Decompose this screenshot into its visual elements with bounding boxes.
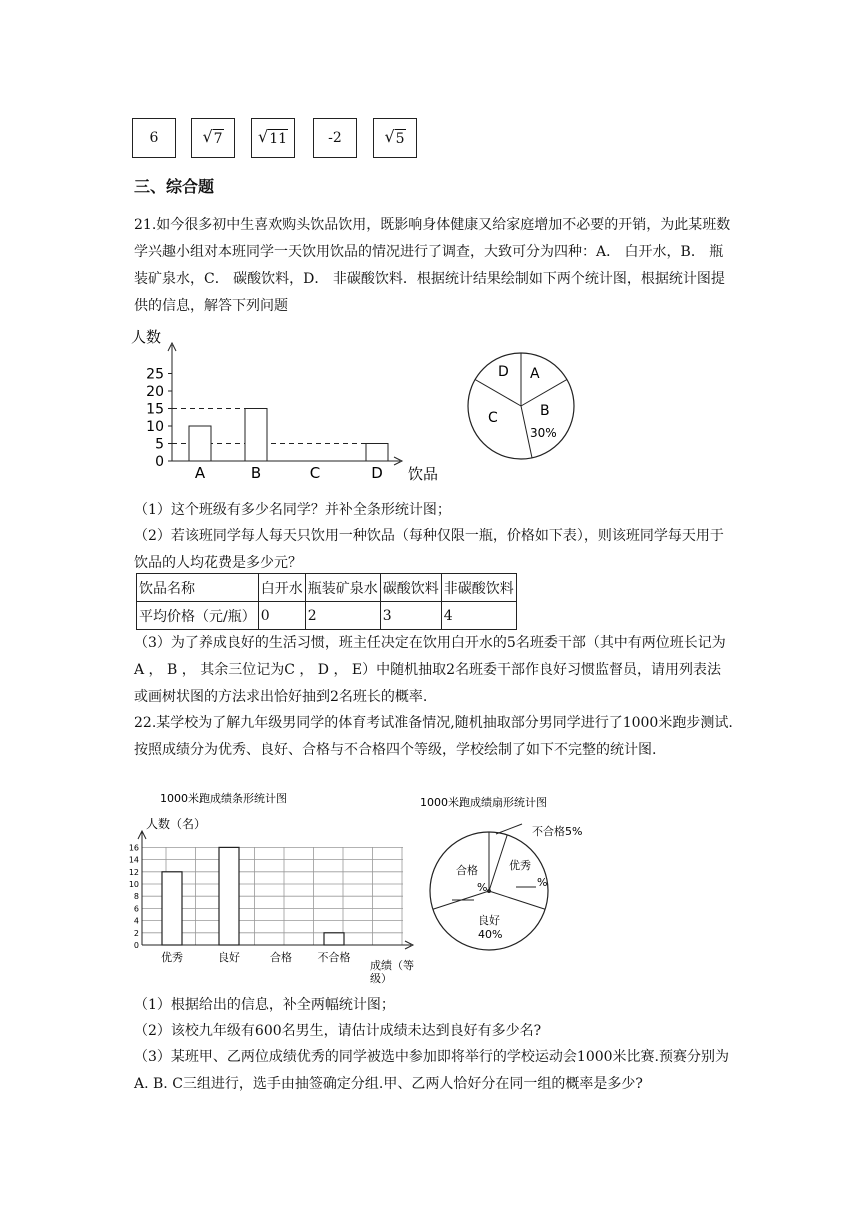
y-tick-label: 15	[146, 401, 164, 418]
table-cell: 碳酸饮料	[380, 574, 441, 602]
q22-sub3: （3）某班甲、乙两位成绩优秀的同学被选中参加即将举行的学校运动会1000米比赛.预赛分别为A. B. C三组进行，选手由抽签确定分组.甲、乙两人恰好分在同一组的概率是多少?	[134, 1049, 729, 1092]
pie-label-excellent: 优秀	[509, 859, 531, 872]
pie-label-good: 良好	[478, 914, 500, 927]
pie-label-D: D	[498, 364, 509, 380]
q21-intro: 21.如今很多初中生喜欢购头饮品饮用，既影响身体健康又给家庭增加不必要的开销，为此某班数学兴趣小组对本班同学一天饮用饮品的情况进行了调查，大致可分为四种：A． 白开水，B． 瓶装矿泉水，C． 碳酸饮料，D． 非碳酸饮料．根据统计结果绘制如下两个统计图，根据统计图提供的信息，解答下列问题	[134, 217, 731, 314]
number-card-6	[132, 118, 176, 158]
drink-bar-chart	[128, 325, 448, 485]
price-table	[136, 573, 517, 630]
y-tick-label: 5	[155, 436, 164, 453]
table-cell: 非碳酸饮料	[441, 574, 516, 602]
bar-不合格	[324, 933, 344, 945]
bar-B	[245, 409, 267, 462]
number-card-neg2	[313, 118, 357, 158]
y-tick-label: 0	[133, 941, 139, 950]
card-value: -2	[328, 130, 342, 146]
drink-pie-chart	[462, 345, 582, 470]
q22-sub2: （2）该校九年级有600名男生，请估计成绩未达到良好有多少名?	[134, 1023, 542, 1039]
pie-label-pass-pct: %	[477, 881, 488, 894]
x-tick-label: 不合格	[317, 951, 351, 964]
table-cell: 白开水	[258, 574, 305, 602]
y-tick-label: 12	[128, 867, 139, 877]
y-axis-label: 人数（名）	[146, 817, 207, 831]
pie-center-dot	[487, 889, 491, 893]
chart-title: 1000米跑成绩扇形统计图	[420, 796, 547, 809]
y-axis-label: 人数	[131, 328, 162, 346]
y-tick-label: 25	[146, 366, 164, 383]
table-row	[137, 574, 517, 602]
table-cell: 3	[380, 602, 441, 630]
q21-sub1: （1）这个班级有多少名同学？并补全条形统计图；	[134, 502, 451, 518]
table-cell: 瓶装矿泉水	[305, 574, 380, 602]
y-tick-label: 6	[133, 904, 139, 914]
pie-label-B: B	[540, 403, 550, 419]
pie-label-excellent-pct: %	[537, 876, 548, 889]
table-cell: 2	[305, 602, 380, 630]
pie-label-B-percent: 30%	[530, 426, 557, 440]
bar-D	[366, 444, 388, 462]
table-cell: 0	[258, 602, 305, 630]
x-axis-label-line1: 成绩（等	[370, 959, 414, 972]
y-tick-label: 0	[155, 454, 164, 470]
q21-sub2: （2）若该班同学每人每天只饮用一种饮品（每种仅限一瓶，价格如下表），则该班同学每天用于饮品的人均花费是多少元？	[134, 528, 724, 571]
chart-title: 1000米跑成绩条形统计图	[160, 792, 287, 805]
table-cell: 饮品名称	[137, 574, 259, 602]
number-card-sqrt11	[251, 118, 295, 158]
bar-良好	[219, 847, 239, 945]
x-tick-label: D	[371, 464, 383, 482]
card-value: 7	[213, 131, 223, 147]
x-tick-label: B	[250, 464, 262, 482]
run-pie-chart	[412, 788, 602, 958]
card-value: 5	[395, 131, 405, 147]
radical-sign: √ 7	[202, 127, 223, 147]
pie-label-A: A	[530, 366, 540, 382]
y-tick-label: 10	[128, 880, 139, 889]
x-tick-label: 良好	[218, 951, 240, 964]
y-tick-label: 16	[128, 843, 139, 853]
y-tick-label: 14	[128, 855, 139, 865]
q21-sub3: （3）为了养成良好的生活习惯，班主任决定在饮用白开水的5名班委干部（其中有两位班长记为A ， B ， 其余三位记为C ， D ， E）中随机抽取2名班委干部作良好习惯监督员，请用列表法或画树状图的方法求出恰好抽到2名班长的概率.	[134, 635, 726, 705]
table-cell: 4	[441, 602, 516, 630]
bar-A	[189, 426, 211, 461]
y-tick-label: 10	[146, 419, 164, 435]
y-tick-label: 8	[133, 892, 139, 902]
pie-label-good-pct: 40%	[478, 928, 503, 941]
y-tick-label: 20	[146, 384, 164, 400]
pie-label-fail: 不合格5%	[532, 825, 583, 838]
x-axis-label: 饮品	[408, 465, 439, 483]
radical-sign: √ 5	[384, 127, 405, 147]
number-card-sqrt5	[373, 118, 417, 158]
y-tick-label: 4	[133, 916, 139, 926]
pie-label-pass: 合格	[456, 864, 478, 877]
q22-intro: 22.某学校为了解九年级男同学的体育考试准备情况,随机抽取部分男同学进行了1000米跑步测试.按照成绩分为优秀、良好、合格与不合格四个等级，学校绘制了如下不完整的统计图.	[134, 715, 733, 758]
x-tick-label: A	[194, 464, 206, 482]
x-tick-label: 优秀	[161, 951, 183, 964]
number-card-sqrt7	[191, 118, 235, 158]
q22-sub1: （1）根据给出的信息，补全两幅统计图；	[134, 997, 395, 1013]
bar-优秀	[162, 872, 182, 945]
x-tick-label: 合格	[270, 951, 292, 964]
x-tick-label: C	[309, 464, 321, 482]
table-row	[137, 602, 517, 630]
pie-label-C: C	[488, 410, 498, 426]
card-value: 6	[149, 130, 159, 146]
y-tick-label: 2	[133, 928, 139, 938]
card-value: 11	[269, 131, 288, 147]
table-cell: 平均价格（元/瓶）	[137, 602, 259, 630]
radical-sign: √ 11	[257, 127, 288, 147]
pie-leader-line	[496, 824, 522, 834]
section-heading: 三、综合题	[134, 177, 215, 196]
run-bar-chart	[128, 788, 428, 985]
x-axis-label-line2: 级）	[370, 972, 392, 985]
